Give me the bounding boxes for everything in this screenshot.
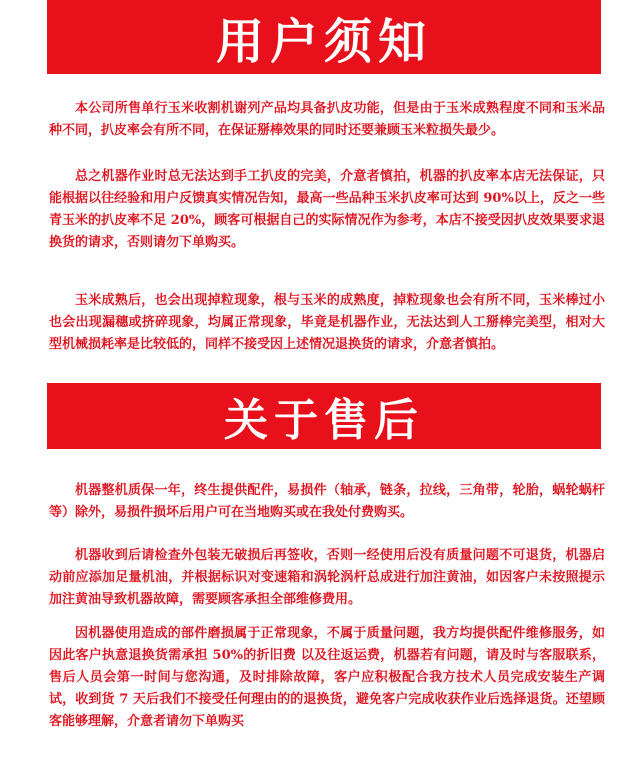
notice-paragraph-1: 本公司所售单行玉米收割机谢列产品均具备扒皮功能，但是由于玉米成熟程度不同和玉米品种不同，扒皮率会有所不同，在保证掰棒效果的同时还要兼顾玉米粒损失最少。 (49, 101, 605, 138)
notice-paragraph-3: 玉米成熟后，也会出现掉粒现象，根与玉米的成熟度，掉粒现象也会有所不同，玉米棒过小也会出现漏穗或挤碎现象，均属正常现象，毕竟是机器作业，无法达到人工掰棒完美型，相对大型机械损耗率是比较低的，同样不接受因上述情况退换货的请求，介意者慎拍。 (49, 293, 605, 352)
aftersales-paragraph-1: 机器整机质保一年，终生提供配件，易损件（轴承，链条，拉线，三角带，轮胎，蜗轮蜗杆等）除外，易损件损坏后用户可在当地购买或在我处付费购买。 (49, 483, 605, 520)
notice-paragraph-2: 总之机器作业时总无法达到手工扒皮的完美，介意者慎拍，机器的扒皮率本店无法保证，只能根据以往经验和用户反馈真实情况告知，最高一些品种玉米扒皮率可达到 90%以上，反之一些青玉米的扒皮率不足 20%，顾客可根据自己的实际情况作为参考，本店不接受因扒皮效果要求退换货的请求，否则请勿下单购买。 (49, 169, 605, 250)
notice-title: 用户须知 (215, 13, 432, 70)
aftersales-paragraph-3: 因机器使用造成的部件磨损属于正常现象，不属于质量问题，我方均提供配件维修服务，如因此客户执意退换货需承担 50%的折旧费 以及往返运费，机器若有问题，请及时与客服联系，售后人员会第一时间与您沟通，及时排除故障，客户应积极配合我方技术人员完成安装生产调试，收到货 7 天后我们不接受任何理由的的退换货，避免客户完成收获作业后选择退货。还望顾客能够理解，介意者请勿下单购买 (49, 626, 605, 729)
notice-title-banner (47, 0, 601, 74)
aftersales-paragraph-2: 机器收到后请检查外包装无破损后再签收，否则一经使用后没有质量问题不可退货，机器启动前应添加足量机油，并根据标识对变速箱和涡轮涡杆总成进行加注黄油，如因客户未按照提示加注黄油导致机器故障，需要顾客承担全部维修费用。 (49, 548, 605, 607)
aftersales-title: 关于售后 (224, 395, 424, 446)
aftersales-title-banner (47, 383, 601, 449)
